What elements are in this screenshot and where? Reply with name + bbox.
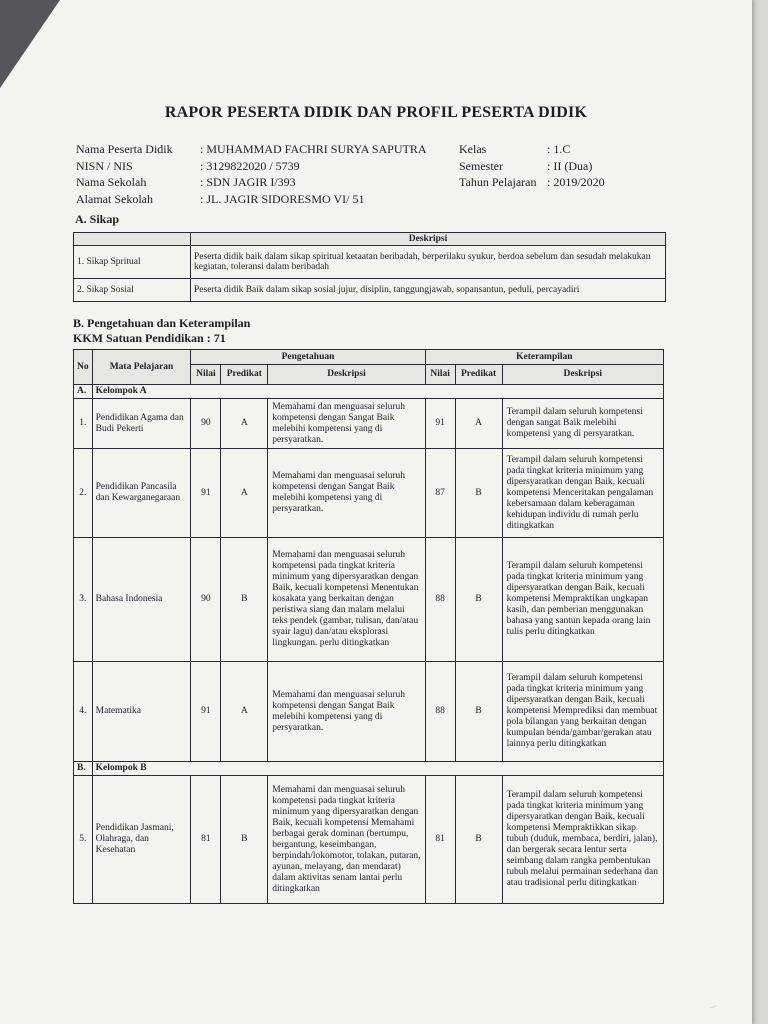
row-p-nilai: 81 (191, 776, 221, 904)
row-k-predikat: B (455, 662, 502, 762)
group-row (74, 762, 664, 776)
kkm-label: KKM Satuan Pendidikan : 71 (73, 331, 226, 345)
info-value: : II (Dua) (547, 158, 593, 173)
table-row (74, 662, 664, 762)
student-info-left (76, 142, 427, 208)
row-p-nilai: 90 (191, 399, 221, 449)
sikap-description: Peserta didik baik dalam sikap spiritual ketaatan beribadah, berperilaku syukur, berdoa sebelum dan sesudah melakukan kegiatan, toleransi dalam beribadah (191, 246, 666, 279)
row-p-predikat: A (221, 662, 268, 762)
table-row (74, 449, 664, 538)
row-k-predikat: A (455, 399, 502, 449)
info-row (459, 159, 605, 176)
info-row (76, 192, 427, 209)
row-p-deskripsi: Memahami dan menguasai seluruh kompetensi pada tingkat kriteria minimum yang dipersyaratkan dengan Baik, kecuali kompetensi Menentukan kosakata yang berkaitan dengan peristiwa siang dan malam melalui teks pendek (gambar, tulisan, dan/atau syair lagu) dan/atau eksplorasi lingkungan. perlu ditingkatkan (268, 538, 425, 662)
sikap-header-blank (74, 233, 191, 246)
header-pengetahuan: Pengetahuan (191, 350, 425, 365)
sikap-table (73, 232, 666, 302)
table-row (74, 399, 664, 449)
header-deskripsi: Deskripsi (502, 365, 663, 385)
student-info-right (459, 142, 605, 192)
row-p-predikat: B (221, 538, 268, 662)
row-k-nilai: 88 (425, 662, 455, 762)
header-predikat: Predikat (455, 365, 502, 385)
info-value: : SDN JAGIR I/393 (200, 175, 296, 189)
row-no: 2. (74, 449, 93, 538)
row-mapel: Pendidikan Pancasila dan Kewarganegaraan (92, 449, 191, 538)
header-nilai: Nilai (191, 365, 221, 385)
row-p-deskripsi: Memahami dan menguasai seluruh kompetensi dengan Sangat Baik melebihi kompetensi yang di persyaratkan. (268, 662, 425, 762)
row-mapel: Pendidikan Jasmani, Olahraga, dan Kesehatan (92, 776, 191, 904)
page-title: RAPOR PESERTA DIDIK DAN PROFIL PESERTA DIDIK (164, 104, 588, 121)
row-k-nilai: 87 (425, 449, 455, 538)
row-p-nilai: 91 (191, 662, 221, 762)
handwritten-mark: ~~ (709, 1004, 718, 1012)
row-p-nilai: 91 (191, 449, 221, 538)
info-value: : MUHAMMAD FACHRI SURYA SAPUTRA (200, 142, 427, 156)
info-row (459, 175, 605, 192)
section-a-heading: A. Sikap (75, 212, 120, 226)
header-no: No (74, 350, 93, 385)
row-k-deskripsi: Terampil dalam seluruh kompetensi pada tingkat kriteria minimum yang dipersyaratkan dengan Baik, kecuali kompetensi Menceritakan pengalaman kebersamaan dalam keberagaman kehidupan individu di rumah perlu ditingkatkan (502, 449, 663, 538)
row-k-nilai: 91 (425, 399, 455, 449)
header-mapel: Mata Pelajaran (92, 350, 191, 385)
row-p-predikat: A (221, 399, 268, 449)
info-value: : 3129822020 / 5739 (200, 158, 300, 173)
nilai-table (73, 349, 664, 904)
row-k-predikat: B (455, 449, 502, 538)
group-name: Kelompok B (92, 762, 663, 776)
section-b-heading: B. Pengetahuan dan Keterampilan (73, 316, 251, 330)
row-p-predikat: A (221, 449, 268, 538)
info-label: Nama Sekolah (76, 175, 147, 189)
info-row (76, 142, 427, 159)
group-code: A. (74, 385, 93, 399)
row-mapel: Bahasa Indonesia (92, 538, 191, 662)
row-no: 4. (74, 662, 93, 762)
group-code: B. (74, 762, 93, 776)
row-k-predikat: B (455, 538, 502, 662)
group-row (74, 385, 664, 399)
row-k-nilai: 81 (425, 776, 455, 904)
info-value: : JL. JAGIR SIDORESMO VI/ 51 (200, 191, 365, 206)
row-p-predikat: B (221, 776, 268, 904)
table-row (74, 279, 666, 302)
info-label: NISN / NIS (76, 158, 133, 173)
folded-corner (0, 0, 60, 88)
row-p-nilai: 90 (191, 538, 221, 662)
info-label: Kelas (459, 142, 487, 156)
sikap-label: 2. Sikap Sosial (74, 279, 191, 302)
row-p-deskripsi: Memahami dan menguasai seluruh kompetensi pada tingkat kriteria minimum yang dipersyaratkan dengan Baik, kecuali kompetensi Memahami berbagai gerak dominan (bertumpu, bergantung, keseimbangan, berpindah/lokomotor, tolakan, putaran, ayunan, melayang, dan mendarat) dalam aktivitas senam lantai perlu ditingkatkan (268, 776, 425, 904)
table-row (74, 776, 664, 904)
row-no: 3. (74, 538, 93, 662)
row-mapel: Matematika (92, 662, 191, 762)
info-label: Tahun Pelajaran (459, 175, 537, 189)
row-k-deskripsi: Terampil dalam seluruh kompetensi pada tingkat kriteria minimum yang dipersyaratkan dengan Baik, kecuali kompetensi Mempraktikan ungkapan kasih, dan pemberian menggunakan bahasa yang santun kepada orang lain tulis perlu ditingkatkan (502, 538, 663, 662)
sikap-description: Peserta didik Baik dalam sikap sosial jujur, disiplin, tanggungjawab, sopansantun, peduli, percayadiri (191, 279, 666, 302)
header-keterampilan: Keterampilan (425, 350, 663, 365)
group-name: Kelompok A (92, 385, 663, 399)
sikap-header-deskripsi: Deskripsi (191, 233, 666, 246)
row-k-deskripsi: Terampil dalam seluruh kompetensi dengan sangat Baik melebihi kompetensi yang di persyaratkan. (502, 399, 663, 449)
info-label: Alamat Sekolah (76, 191, 153, 206)
info-row (76, 175, 427, 192)
row-k-predikat: B (455, 776, 502, 904)
header-nilai: Nilai (425, 365, 455, 385)
table-row (74, 538, 664, 662)
row-mapel: Pendidikan Agama dan Budi Pekerti (92, 399, 191, 449)
sikap-label: 1. Sikap Spritual (74, 246, 191, 279)
table-row (74, 246, 666, 279)
info-label: Nama Peserta Didik (76, 142, 173, 156)
row-k-deskripsi: Terampil dalam seluruh kompetensi pada tingkat kriteria minimum yang dipersyaratkan dengan Baik, kecuali kompetensi Memprediksi dan membuat pola bilangan yang berkaitan dengan kumpulan benda/gambar/gerakan atau lainnya perlu ditingkatkan (502, 662, 663, 762)
row-p-deskripsi: Memahami dan menguasai seluruh kompetensi dengan Sangat Baik melebihi kompetensi yang di persyaratkan. (268, 399, 425, 449)
row-k-nilai: 88 (425, 538, 455, 662)
row-no: 1. (74, 399, 93, 449)
row-p-deskripsi: Memahami dan menguasai seluruh kompetensi dengan Sangat Baik melebihi kompetensi yang di persyaratkan. (268, 449, 425, 538)
header-predikat: Predikat (221, 365, 268, 385)
row-k-deskripsi: Terampil dalam seluruh kompetensi pada tingkat kriteria minimum yang dipersyaratkan dengan Baik, kecuali kompetensi Mempraktikkan sikap tubuh (duduk, membaca, berdiri, jalan), dan bergerak secara lentur serta seimbang dalam rangka pembentukan tubuh melalui permainan sederhana dan atau tradisional perlu ditingkatkan (502, 776, 663, 904)
header-deskripsi: Deskripsi (268, 365, 425, 385)
info-label: Semester (459, 158, 503, 173)
info-value: : 2019/2020 (547, 175, 605, 189)
info-row (459, 142, 605, 159)
info-row (76, 159, 427, 176)
info-value: : 1.C (547, 142, 571, 156)
row-no: 5. (74, 776, 93, 904)
